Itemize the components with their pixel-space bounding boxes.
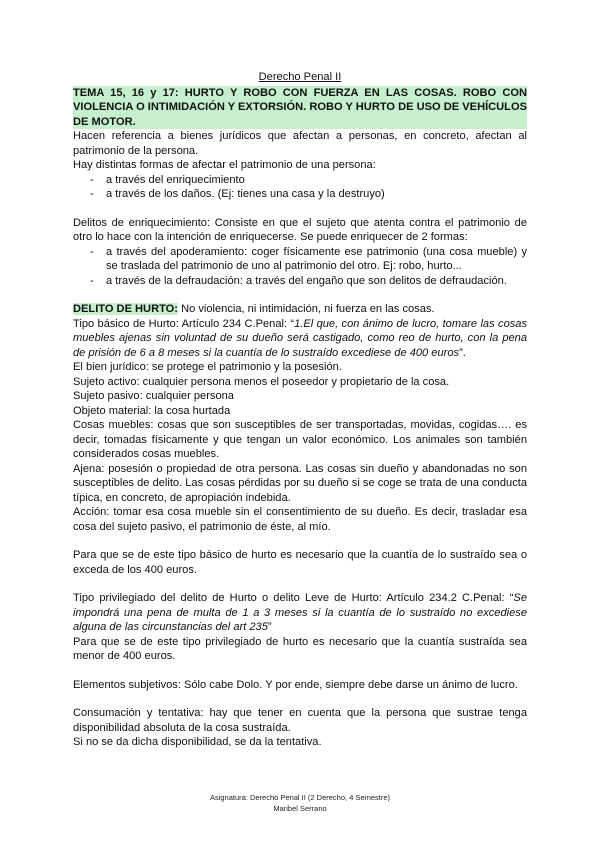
tipo-basico-quote: 1.El que, con ánimo de lucro, tomare las cosas muebles ajenas sin voluntad de su dueño será castigado, como reo de hurto, con la pena de prisión de 6 a 8 meses si la cuantía de lo sustraído excediese de 400 euros <box>73 317 527 359</box>
tipo-privilegiado-end: ” <box>267 621 272 633</box>
hurto-heading <box>73 302 527 317</box>
enriquecimiento-list <box>73 245 527 289</box>
tipo-privilegiado-intro: Tipo privilegiado del delito de Hurto o delito Leve de Hurto: Artículo 234.2 C.Penal: “ <box>73 592 514 604</box>
bien-juridico: El bien jurídico: se protege el patrimonio y la posesión. <box>73 361 342 373</box>
tipo-basico <box>73 317 527 361</box>
consumacion: Consumación y tentativa: hay que tener en cuenta que la persona que sustrae tenga disponibilidad absoluta de la cosa sustraída. <box>73 707 527 734</box>
tipo-privilegiado <box>73 591 527 635</box>
cuantia-basico: Para que se de este tipo básico de hurto es necesario que la cuantía de lo sustraído sea o exceda de los 400 euros. <box>73 549 527 576</box>
ajena: Ajena: posesión o propiedad de otra persona. Las cosas sin dueño y abandonadas no son susceptibles de delito. Las cosas pérdidas por su dueño si se coge se trata de una conducta típica, en concreto, de apropiación indebida. <box>73 462 527 504</box>
accion: Acción: tomar esa cosa mueble sin el consentimiento de su dueño. Es decir, trasladar esa cosa del sujeto pasivo, el patrimonio de éste, al mío. <box>73 506 527 533</box>
cuantia-privilegiado: Para que se de este tipo privilegiado de hurto es necesario que la cuantía sustraída sea menor de 400 euros. <box>73 635 527 662</box>
elementos-subjetivos: Elementos subjetivos: Sólo cabe Dolo. Y por ende, siempre debe darse un ánimo de lucro. <box>73 678 518 691</box>
page-footer <box>0 792 600 814</box>
hurto-label: DELITO DE HURTO: <box>73 303 178 315</box>
hurto-label-rest: No violencia, ni intimidación, ni fuerza en las cosas. <box>177 303 435 315</box>
sujeto-pasivo: Sujeto pasivo: cualquier persona <box>73 390 234 402</box>
tentativa: Si no se da dicha disponibilidad, se da la tentativa. <box>73 736 322 748</box>
list-item: - a través de la defraudación: a través del engaño que son delitos de defraudación. <box>73 274 527 289</box>
tipo-privilegiado-quote: Se impondrá una pena de multa de 1 a 3 meses si la cuantía de lo sustraído no excediese alguna de las circunstancias del art 235 <box>73 592 527 633</box>
footer-subject: Asignatura: Derecho Penal II (2 Derecho, 4 Semestre) <box>209 793 391 802</box>
cosas-muebles: Cosas muebles: cosas que son susceptibles de ser transportadas, movidas, cogidas…. es decir, tomadas físicamente y que tengan un valor económico. Los animales son también considerados cosas muebles. <box>73 419 527 460</box>
intro-list <box>73 173 527 202</box>
document-page <box>73 70 527 750</box>
enriquecimiento-paragraph: Delitos de enriquecimiento: Consiste en que el sujeto que atenta contra el patrimonio de otro lo hace con la intención de enriquecerse. Se puede enriquecer de 2 formas: <box>73 216 527 243</box>
tipo-basico-intro: Tipo básico de Hurto: Artículo 234 C.Penal: “ <box>73 317 295 330</box>
intro-paragraph: Hacen referencia a bienes jurídicos que afectan a personas, en concreto, afectan al patrimonio de la persona. <box>73 130 527 157</box>
list-item: - a través del apoderamiento: coger físicamente ese patrimonio (una cosa mueble) y se traslada del patrimonio de uno al patrimonio del otro. Ej: robo, hurto... <box>73 245 527 274</box>
tipo-basico-end: ”. <box>459 346 466 359</box>
intro-paragraph-2: Hay distintas formas de afectar el patrimonio de una persona: <box>73 159 376 171</box>
page-header: Derecho Penal II <box>258 71 342 83</box>
sujeto-activo: Sujeto activo: cualquier persona menos el poseedor y propietario de la cosa. <box>73 375 450 388</box>
page-title: TEMA 15, 16 y 17: HURTO Y ROBO CON FUERZA EN LAS COSAS. ROBO CON VIOLENCIA O INTIMIDACIÓN Y EXTORSIÓN. ROBO Y HURTO DE USO DE VEHÍCULOS DE MOTOR. <box>73 86 527 128</box>
footer-author: Maribel Serrano <box>273 804 327 813</box>
objeto-material: Objeto material: la cosa hurtada <box>73 404 231 417</box>
list-item: - a través del enriquecimiento <box>73 173 527 188</box>
list-item: - a través de los daños. (Ej: tienes una casa y la destruyo) <box>73 187 527 202</box>
